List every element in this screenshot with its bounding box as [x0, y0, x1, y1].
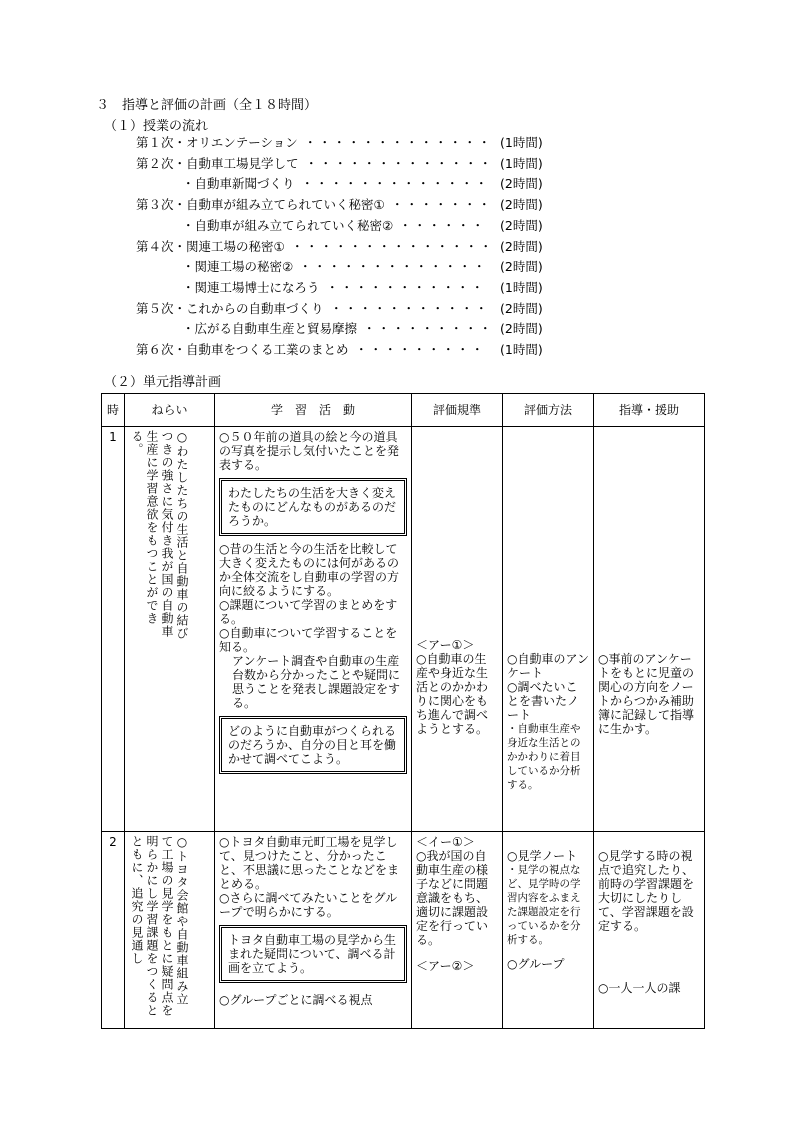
table-row [102, 427, 705, 832]
flow-line-hours: (1時間) [500, 155, 543, 171]
section-title: ３ 指導と評価の計画（全１８時間） [96, 98, 318, 113]
header-aim: ねらい [125, 394, 215, 427]
flow-line-label: 第１次・オリエンテーション [136, 135, 298, 150]
flow-line-hours: (2時間) [500, 321, 543, 337]
row1-support: ○事前のアンケートをもとに児童の関心の方向をノートからつかみ補助簿に記録して指導に生かす。 [598, 652, 695, 736]
leader-dots: ・・・・・・・・・・・・・ [299, 259, 488, 275]
plan-title: （２）単元指導計画 [104, 375, 222, 390]
leader-dots: ・・・・・・・・・ [355, 342, 486, 357]
leader-dots: ・・・・・・・・・・・・・ [304, 135, 493, 150]
row2-activity-cell [215, 832, 412, 1029]
leader-dots: ・・・・・・・・・・・・・・ [291, 238, 495, 254]
row1-aim: ○わたしたちの生活と自動車の結びつきの強さに気付き我が国の自動車生産に学習意欲をもつことができる。 [130, 430, 189, 640]
row2-activity-2: ○さらに調べてみたいことをグループで明らかにする。 [219, 891, 398, 919]
flow-line-label: 第２次・自動車工場見学して [136, 155, 299, 171]
unit-plan-table [101, 393, 705, 1029]
row2-question-box: トヨタ自動車工場の見学から生まれた疑問について、調べる計画を立てよう。 [219, 925, 407, 983]
flow-title: （１）授業の流れ [104, 119, 209, 134]
row1-activity-1: ○５０年前の道具の絵と今の道具の写真を提示し気付いたことを発表する。 [219, 430, 400, 472]
row1-activity-4b: アンケート調査や自動車の生産台数から分かったことや疑問に思うことを発表し課題設定をする。 [232, 654, 401, 710]
row2-activity-3: ○グループごとに調べる視点 [219, 993, 373, 1007]
row1-question-box-1: わたしたちの生活を大きく変えたものにどんなものがあるのだろうか。 [219, 478, 407, 536]
row2-criteria-tag-2: ＜アー②＞ [416, 959, 475, 973]
row2-support-cell [594, 832, 705, 1029]
leader-dots: ・・・・・・・・・ [363, 321, 494, 337]
flow-line-hours: (1時間) [500, 342, 543, 357]
row2-method-cell [503, 832, 594, 1029]
header-activity: 学 習 活 動 [215, 394, 412, 427]
row1-method-cell [503, 427, 594, 832]
row1-criteria-cell [412, 427, 503, 832]
flow-line-label: ・自動車が組み立てられていく秘密② [182, 217, 394, 233]
flow-line-label: ・自動車新聞づくり [182, 176, 295, 192]
flow-line-label: 第５次・これからの自動車づくり [136, 300, 324, 316]
row2-method-note: ・見学の視点など、見学時の学習内容をふまえた課題設定を行っているかを分析する。 [507, 864, 581, 946]
header-hour: 時 [102, 394, 125, 427]
row1-activity-2: ○昔の生活と今の生活を比較して大きく変えたものには何があるのか全体交流をし自動車の学習の方向に絞るようにする。 [219, 542, 400, 598]
leader-dots: ・・・・・・ [399, 217, 487, 233]
leader-dots: ・・・・・・・・・・・ [326, 279, 486, 295]
row2-criteria-cell [412, 832, 503, 1029]
flow-line-label: ・関連工場の秘密② [182, 259, 294, 275]
row2-hour: 2 [102, 832, 125, 1029]
leader-dots: ・・・・・・・・・・・・・ [305, 155, 494, 171]
table-row [102, 832, 705, 1029]
row1-aim-cell [125, 427, 215, 832]
leader-dots: ・・・・・・・・・・・・・ [301, 176, 490, 192]
row1-support-cell [594, 427, 705, 832]
leader-dots: ・・・・・・・ [391, 197, 493, 213]
row1-question-box-2: どのように自動車がつくられるのだろうか、自分の目と耳を働かせて調べてこよう。 [219, 716, 407, 774]
row1-method-2: ○調べたいことを書いたノート [507, 680, 580, 722]
row2-aim: ○トヨタ会館や自動車組み立て工場の見学をもとに疑問点を明らかにし学習課題をつくるとともに、追究の見通し [130, 835, 189, 1017]
row2-criteria-tag: ＜イー①＞ [416, 835, 475, 849]
row2-method-2: ○グループ [507, 957, 565, 971]
row1-activity-3: ○課題について学習のまとめをする。 [219, 598, 398, 626]
row1-activity-4: ○自動車について学習することを知る。 [219, 626, 398, 654]
row1-activity-cell [215, 427, 412, 832]
flow-line-hours: (1時間) [500, 135, 543, 150]
row2-criteria: ○我が国の自動車生産の様子などに問題意識をもち、適切に課題設定を行っている。 [416, 849, 489, 947]
row2-activity-1: ○トヨタ自動車元町工場を見学して、見つけたこと、分かったこと、不思議に思ったことなどをまとめる。 [219, 835, 400, 891]
flow-line-hours: (1時間) [500, 279, 543, 295]
row1-method-note: ・自動車生産や身近な生活とのかかわりに着目しているか分析する。 [507, 723, 581, 791]
flow-line-hours: (2時間) [500, 259, 543, 275]
row2-support-2: ○一人一人の課 [598, 981, 681, 995]
row1-criteria-tag: ＜アー①＞ [416, 638, 475, 652]
header-method: 評価方法 [503, 394, 594, 427]
header-support: 指導・援助 [594, 394, 705, 427]
row2-aim-cell [125, 832, 215, 1029]
leader-dots: ・・・・・・・・・・・ [330, 300, 490, 316]
row1-method-1: ○自動車のアンケート [507, 652, 589, 680]
flow-line-hours: (2時間) [500, 238, 543, 254]
flow-line-hours: (2時間) [500, 176, 543, 192]
flow-line-hours: (2時間) [500, 197, 543, 213]
row1-criteria: ○自動車の生産や身近な生活とのかかわりに関心をもち進んで調べようとする。 [416, 652, 489, 736]
row2-method-1: ○見学ノート [507, 849, 578, 863]
flow-line-label: 第６次・自動車をつくる工業のまとめ [136, 342, 349, 357]
row1-hour: 1 [102, 427, 125, 832]
row2-support-1: ○見学する時の視点で追究したり、前時の学習課題を大切にしたりして、学習課題を設定する。 [598, 849, 695, 933]
flow-line-label: 第４次・関連工場の秘密① [136, 238, 285, 254]
flow-line-label: ・関連工場博士になろう [182, 279, 320, 295]
header-criteria: 評価規準 [412, 394, 503, 427]
table-header-row [102, 394, 705, 427]
flow-line-hours: (2時間) [500, 300, 543, 316]
flow-line-label: 第３次・自動車が組み立てられていく秘密① [136, 197, 385, 213]
flow-line-label: ・広がる自動車生産と貿易摩擦 [182, 321, 358, 337]
flow-line-hours: (2時間) [500, 217, 543, 233]
